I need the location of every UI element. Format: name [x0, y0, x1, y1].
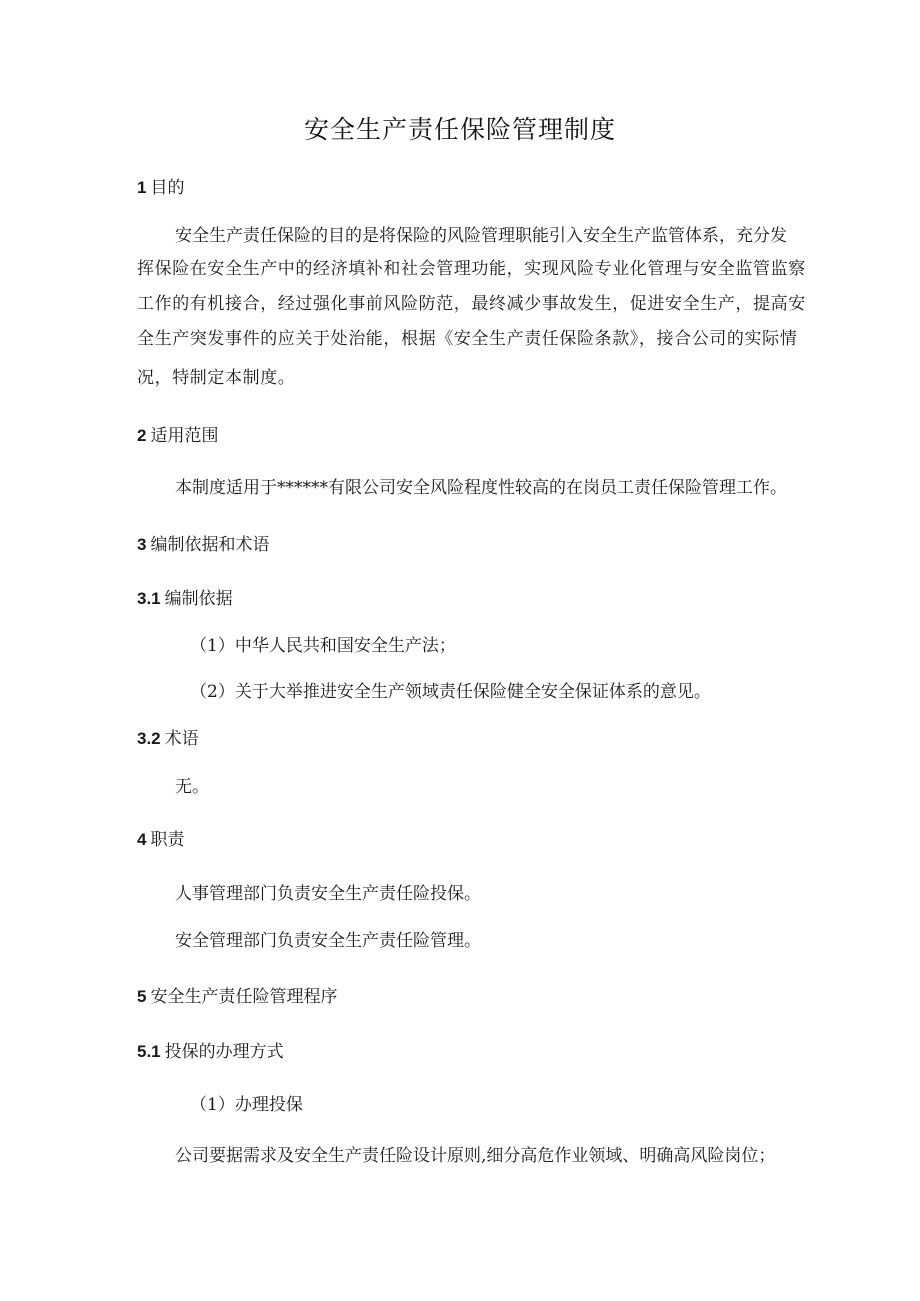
- section-heading-1: [137, 176, 184, 200]
- paragraph-line: 全生产突发事件的应关于处治能，根据《安全生产责任保险条款》，接合公司的实际情: [137, 329, 798, 349]
- section-heading-3: [137, 533, 269, 557]
- section-title: 安全生产责任险管理程序: [150, 987, 338, 1007]
- paragraph-line: 无。: [175, 777, 209, 797]
- section-number: 3: [137, 535, 147, 554]
- paragraph-line: 安全生产责任保险的目的是将保险的风险管理职能引入安全生产监管体系，充分发: [175, 226, 787, 246]
- paragraph-line: 本制度适用于******有限公司安全风险程度性较高的在岗员工责任保险管理工作。: [175, 478, 787, 498]
- paragraph-line: 工作的有机接合，经过强化事前风险防范，最终减少事故发生，促进安全生产，提高安: [137, 294, 806, 314]
- list-item: （1）中华人民共和国安全生产法；: [190, 636, 456, 656]
- section-title: 术语: [164, 729, 199, 749]
- paragraph-line: 安全管理部门负责安全生产责任险管理。: [175, 931, 481, 951]
- section-title: 编制依据和术语: [150, 535, 270, 555]
- section-heading-2: [137, 424, 218, 448]
- document-title: 安全生产责任保险管理制度: [303, 115, 616, 144]
- subsection-heading-3-1: [137, 587, 233, 611]
- section-number: 1: [137, 178, 147, 197]
- paragraph-line: 挥保险在安全生产中的经济填补和社会管理功能，实现风险专业化管理与安全监管监察: [137, 259, 806, 279]
- section-title: 编制依据: [164, 589, 233, 609]
- paragraph-line: 公司要据需求及安全生产责任险设计原则,细分高危作业领域、明确高风险岗位；: [175, 1146, 776, 1166]
- subsection-heading-3-2: [137, 727, 199, 751]
- section-number: 4: [137, 830, 147, 849]
- section-number: 2: [137, 426, 147, 445]
- section-heading-5: [137, 985, 337, 1009]
- section-number: 5: [137, 987, 147, 1006]
- paragraph-line: 人事管理部门负责安全生产责任险投保。: [175, 884, 481, 904]
- section-number: 5.1: [137, 1042, 161, 1061]
- subsection-heading-5-1: [137, 1040, 284, 1064]
- list-item: （1）办理投保: [190, 1095, 303, 1115]
- section-title: 适用范围: [150, 426, 219, 446]
- section-number: 3.2: [137, 729, 161, 748]
- section-title: 职责: [150, 830, 185, 850]
- section-title: 目的: [150, 178, 185, 198]
- paragraph-line: 况，特制定本制度。: [137, 368, 296, 388]
- list-item: （2）关于大举推进安全生产领域责任保险健全安全保证体系的意见。: [190, 682, 711, 702]
- section-number: 3.1: [137, 589, 161, 608]
- section-title: 投保的办理方式: [164, 1042, 284, 1062]
- section-heading-4: [137, 828, 184, 852]
